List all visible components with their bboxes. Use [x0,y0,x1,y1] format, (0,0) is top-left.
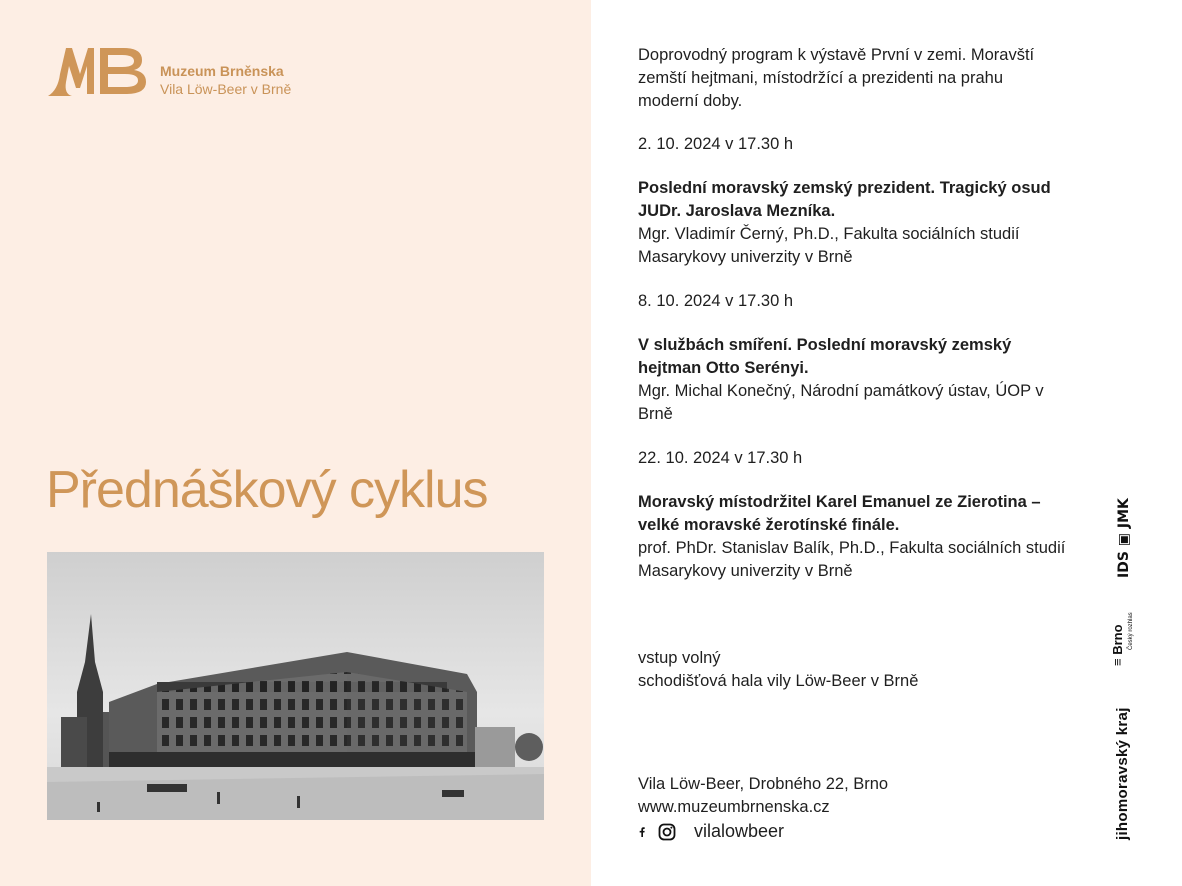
lecture-date: 22. 10. 2024 v 17.30 h [638,449,803,467]
sponsor-logos [1100,500,1150,850]
bus-icon: ▣ [1116,532,1132,547]
museum-logo[interactable] [46,44,291,98]
building-engraving-image [47,552,544,820]
region-name: jihomoravský kraj [1114,707,1131,840]
radio-name: Český rozhlas [1128,612,1134,650]
radio-icon: ≡ [1110,654,1125,666]
region-logo [1114,707,1131,840]
lecture-item [638,177,1068,269]
mb-logo-icon [46,44,150,98]
ids-jmk-logo [1116,498,1132,578]
instagram-icon[interactable] [658,823,676,841]
lecture-title: Moravský místodržitel Karel Emanuel ze Zierotina – velké moravské žerotínské finále. [638,493,1041,534]
lecture-date: 8. 10. 2024 v 17.30 h [638,292,794,310]
social-handle[interactable]: vilalowbeer [694,821,785,841]
radio-logo [1110,624,1125,666]
lecture-item [638,491,1068,583]
jmk-label: JMK [1116,498,1132,529]
intro-text: Doprovodný program k výstavě První v zemi. Moravští zemští hejtmani, místodržící a prezidenti na prahu moderní doby. [638,46,1035,110]
website-link[interactable]: www.muzeumbrnenska.cz [638,798,830,816]
contact-block [638,773,888,843]
social-links [638,820,888,843]
radio-name-logo [1128,612,1134,650]
admission-line: vstup volný [638,649,721,667]
ids-label: IDS [1116,551,1132,578]
logo-text [160,62,291,98]
address: Vila Löw-Beer, Drobného 22, Brno [638,775,889,793]
lecture-speaker: prof. PhDr. Stanislav Balík, Ph.D., Fakulta sociálních studií Masarykovy univerzity v Brně [638,539,1066,580]
lecture-speaker: Mgr. Vladimír Černý, Ph.D., Fakulta sociálních studií Masarykovy univerzity v Brně [638,225,1020,266]
lecture-title: Poslední moravský zemský prezident. Tragický osud JUDr. Jaroslava Mezníka. [638,179,1051,220]
lecture-item [638,334,1068,426]
lecture-speaker: Mgr. Michal Konečný, Národní památkový ústav, ÚOP v Brně [638,382,1044,423]
lecture-date: 2. 10. 2024 v 17.30 h [638,135,794,153]
program-column [638,44,1068,604]
venue-line: schodišťová hala vily Löw-Beer v Brně [638,672,919,690]
museum-subname: Vila Löw-Beer v Brně [160,81,292,97]
radio-city: Brno [1110,624,1125,655]
page-title: Přednáškový cyklus [46,461,488,519]
museum-name: Muzeum Brněnska [160,63,284,79]
facebook-icon[interactable] [638,823,648,841]
admission-info [638,647,918,693]
lecture-title: V službách smíření. Poslední moravský zemský hejtman Otto Serényi. [638,336,1012,377]
